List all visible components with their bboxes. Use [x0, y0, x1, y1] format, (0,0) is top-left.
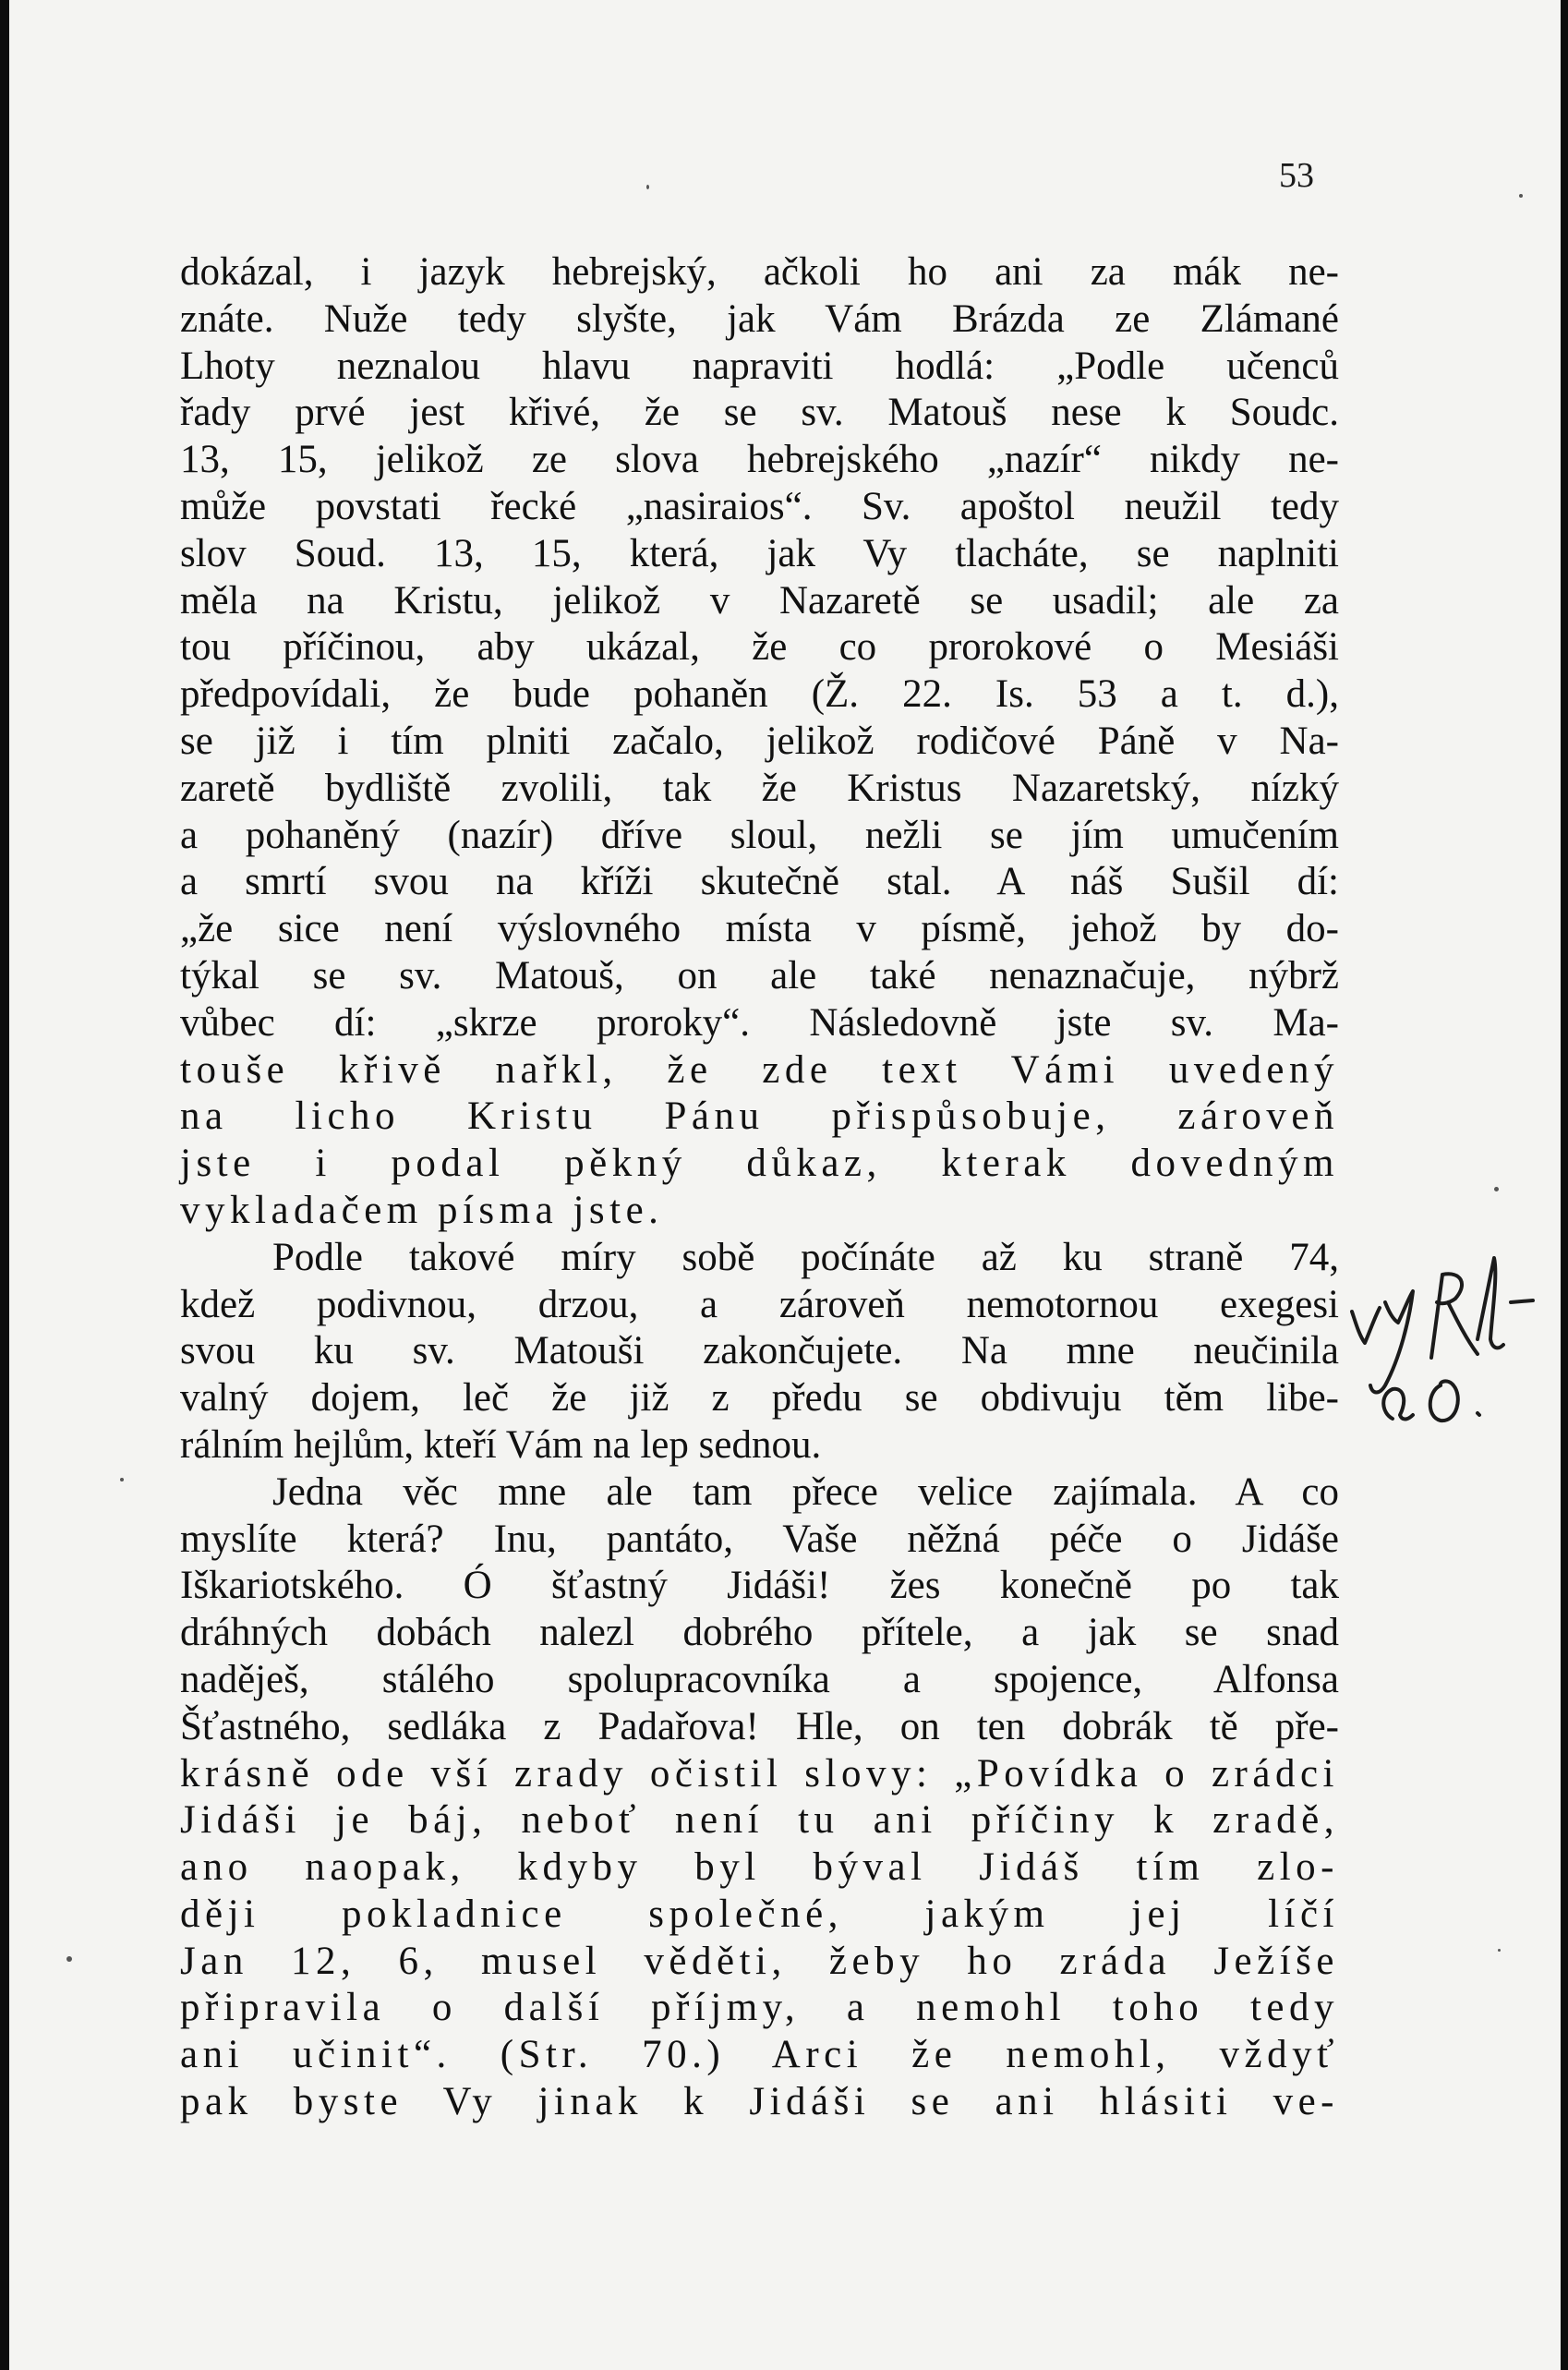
text-line: řady prvé jest křivé, že se sv. Matouš nese k Soudc.: [180, 391, 1339, 435]
text-line: Iškariotského. Ó šťastný Jidáši! žes konečně po tak: [180, 1564, 1339, 1608]
text-line: na licho Kristu Pánu přispůsobuje, zároveň: [180, 1094, 1339, 1139]
text-line: krásně ode vší zrady očistil slovy: „Povídka o zrádci: [180, 1751, 1339, 1796]
text-line: předpovídali, že bude pohaněn (Ž. 22. Is. 53 a t. d.),: [180, 672, 1339, 717]
text-line: „že sice není výslovného místa v písmě, jehož by do-: [180, 907, 1339, 951]
text-line: znáte. Nuže tedy slyšte, jak Vám Brázda ze Zlámané: [180, 296, 1339, 341]
scan-speck: [1494, 1187, 1499, 1191]
text-line: dráhných dobách nalezl dobrého přítele, a jak se snad: [180, 1611, 1339, 1655]
scan-speck: [646, 185, 649, 189]
text-line: 13, 15, jelikož ze slova hebrejského „nazír“ nikdy ne-: [180, 438, 1339, 482]
text-line: měla na Kristu, jelikož v Nazaretě se usadil; ale za: [180, 578, 1339, 623]
handwritten-annotation-drawing: [1339, 1247, 1561, 1432]
scan-speck: [66, 1956, 72, 1962]
text-line: valný dojem, leč že již z předu se obdivuju těm libe-: [180, 1376, 1339, 1421]
text-line: Podle takové míry sobě počínáte až ku straně 74,: [272, 1235, 1339, 1279]
text-line: dokázal, i jazyk hebrejský, ačkoli ho ani za mák ne-: [180, 250, 1339, 294]
handwritten-annotation: [1339, 1247, 1561, 1432]
text-line: připravila o další příjmy, a nemohl toho tedy: [180, 1986, 1339, 2030]
text-line: Jan 12, 6, musel věděti, žeby ho zráda Ježíše: [180, 1939, 1339, 1983]
text-line: Jedna věc mne ale tam přece velice zajímala. A co: [272, 1469, 1339, 1514]
text-line: slov Soud. 13, 15, která, jak Vy tlacháte, se naplniti: [180, 531, 1339, 575]
text-line: může povstati řecké „nasiraios“. Sv. apoštol neužil tedy: [180, 484, 1339, 528]
text-line: myslíte která? Inu, pantáto, Vaše něžná péče o Jidáše: [180, 1517, 1339, 1561]
text-line: svou ku sv. Matouši zakončujete. Na mne neučinila: [180, 1329, 1339, 1373]
text-line: tou příčinou, aby ukázal, že co prorokové o Mesiáši: [180, 625, 1339, 670]
text-line: Lhoty neznalou hlavu napraviti hodlá: „Podle učenců: [180, 344, 1339, 388]
text-line: vůbec dí: „skrze proroky“. Následovně jste sv. Ma-: [180, 1000, 1339, 1045]
body-text: [180, 249, 1339, 2126]
text-line: kdež podivnou, drzou, a zároveň nemotornou exegesi: [180, 1282, 1339, 1326]
text-line: Jidáši je báj, neboť není tu ani příčiny k zradě,: [180, 1798, 1339, 1843]
text-line: ano naopak, kdyby byl býval Jidáš tím zlo-: [180, 1845, 1339, 1890]
text-line: a smrtí svou na kříži skutečně stal. A náš Sušil dí:: [180, 860, 1339, 904]
text-line: se již i tím plniti začalo, jelikož rodičové Páně v Na-: [180, 719, 1339, 763]
text-line: vykladačem písma jste.: [180, 1188, 664, 1232]
text-line: pak byste Vy jinak k Jidáši se ani hlásiti ve-: [180, 2080, 1339, 2124]
text-line: ději pokladnice společné, jakým jej líčí: [180, 1892, 1339, 1936]
text-line: týkal se sv. Matouš, on ale také nenaznačuje, nýbrž: [180, 953, 1339, 998]
page-number: 53: [1279, 156, 1314, 195]
text-line: a pohaněný (nazír) dříve sloul, nežli se jím umučením: [180, 813, 1339, 857]
scan-speck: [1519, 194, 1523, 198]
text-line: ani učinit“. (Str. 70.) Arci že nemohl, vždyť: [180, 2033, 1339, 2077]
text-line: touše křivě nařkl, že zde text Vámi uvedený: [180, 1047, 1339, 1092]
text-line: naděješ, stálého spolupracovníka a spojence, Alfonsa: [180, 1657, 1339, 1701]
text-line: rálním hejlům, kteří Vám na lep sednou.: [180, 1422, 822, 1467]
text-line: jste i podal pěkný důkaz, kterak dovedným: [180, 1142, 1339, 1186]
book-page: [9, 0, 1561, 2370]
scan-speck: [1498, 1949, 1501, 1952]
scan-speck: [120, 1478, 124, 1481]
text-line: zaretě bydliště zvolili, tak že Kristus Nazaretský, nízký: [180, 766, 1339, 810]
text-line: Šťastného, sedláka z Padařova! Hle, on ten dobrák tě pře-: [180, 1704, 1339, 1748]
